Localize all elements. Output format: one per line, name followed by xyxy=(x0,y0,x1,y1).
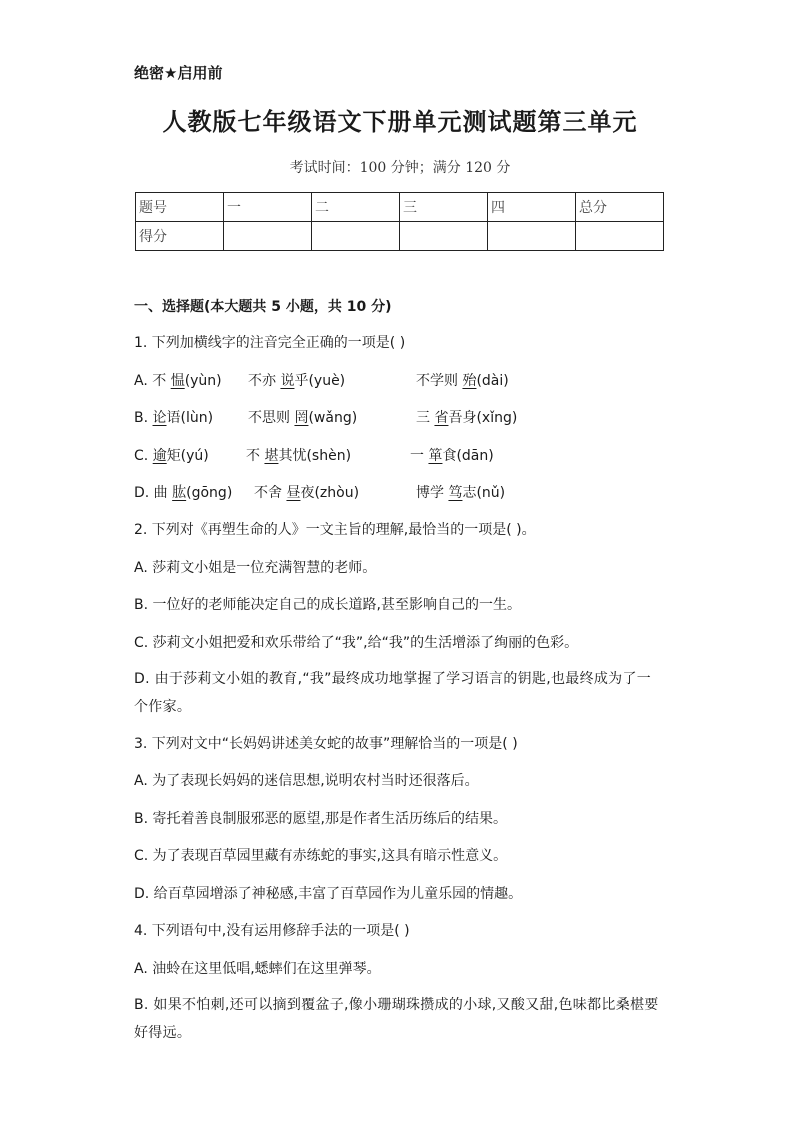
option-text: A. 不 xyxy=(134,373,171,389)
q1-option-a xyxy=(134,370,664,392)
pinyin: 语(lùn) xyxy=(166,410,214,426)
total-score-cell[interactable] xyxy=(576,222,664,251)
question-2-stem: 2. 下列对《再塑生命的人》一文主旨的理解,最恰当的一项是( )。 xyxy=(134,522,536,538)
table-cell: 四 xyxy=(488,193,576,222)
option-b-item-3 xyxy=(416,407,517,429)
option-a-item-3 xyxy=(416,370,509,392)
table-cell: 二 xyxy=(312,193,400,222)
pinyin: (dài) xyxy=(476,373,509,389)
underlined-char: 省 xyxy=(434,410,449,426)
page-title: 人教版七年级语文下册单元测试题第三单元 xyxy=(162,108,638,136)
option-text: 三 xyxy=(416,410,435,426)
option-d-item-2 xyxy=(254,482,359,504)
option-c-item-1 xyxy=(134,445,209,467)
q4-option-b: B. 如果不怕刺,还可以摘到覆盆子,像小珊瑚珠攒成的小球,又酸又甜,色味都比桑椹要好得远。 xyxy=(134,997,659,1041)
q1-option-b xyxy=(134,407,664,429)
pinyin: 矩(yú) xyxy=(166,448,209,464)
question-3-stem: 3. 下列对文中“长妈妈讲述美女蛇的故事”理解恰当的一项是( ) xyxy=(134,736,518,752)
option-text: B. xyxy=(134,410,153,426)
option-text: 不舍 xyxy=(254,485,287,501)
q2-option-c: C. 莎莉文小姐把爱和欢乐带给了“我”,给“我”的生活增添了绚丽的色彩。 xyxy=(134,635,579,651)
option-d-item-1 xyxy=(134,482,232,504)
q1-option-c xyxy=(134,445,664,467)
option-text: 不思则 xyxy=(248,410,295,426)
underlined-char: 罔 xyxy=(294,410,309,426)
question-4-stem: 4. 下列语句中,没有运用修辞手法的一项是( ) xyxy=(134,923,410,939)
question-1-stem: 1. 下列加横线字的注音完全正确的一项是( ) xyxy=(134,335,406,351)
table-cell: 一 xyxy=(224,193,312,222)
q2-option-b: B. 一位好的老师能决定自己的成长道路,甚至影响自己的一生。 xyxy=(134,597,521,613)
pinyin: (yùn) xyxy=(184,373,222,389)
underlined-char: 论 xyxy=(152,410,167,426)
exam-info: 考试时间：100 分钟；满分 120 分 xyxy=(289,160,511,176)
score-table-score-row xyxy=(136,222,664,251)
underlined-char: 堪 xyxy=(264,448,279,464)
option-text: C. xyxy=(134,448,153,464)
underlined-char: 逾 xyxy=(152,448,167,464)
pinyin: 志(nǔ) xyxy=(462,485,506,501)
pinyin: (gōng) xyxy=(186,485,233,501)
option-c-item-3 xyxy=(410,445,494,467)
pinyin: 夜(zhòu) xyxy=(300,485,360,501)
option-text: 一 xyxy=(410,448,429,464)
option-d-item-3 xyxy=(416,482,505,504)
score-cell[interactable] xyxy=(488,222,576,251)
option-b-item-2 xyxy=(248,407,357,429)
section-heading: 一、选择题(本大题共 5 小题，共 10 分) xyxy=(134,299,392,315)
score-cell[interactable] xyxy=(312,222,400,251)
option-b-item-1 xyxy=(134,407,213,429)
q2-option-a: A. 莎莉文小姐是一位充满智慧的老师。 xyxy=(134,560,377,576)
option-a-item-1 xyxy=(134,370,222,392)
q3-option-b: B. 寄托着善良制服邪恶的愿望,那是作者生活历练后的结果。 xyxy=(134,811,507,827)
score-table xyxy=(135,192,664,251)
table-cell: 得分 xyxy=(136,222,224,251)
secret-label: 绝密★启用前 xyxy=(134,64,223,82)
q2-option-d: D. 由于莎莉文小姐的教育,“我”最终成功地掌握了学习语言的钥匙,也最终成为了一个作家。 xyxy=(134,671,652,715)
pinyin: 吾身(xǐng) xyxy=(448,410,518,426)
pinyin: 其忧(shèn) xyxy=(278,448,352,464)
table-cell: 总分 xyxy=(576,193,664,222)
option-c-item-2 xyxy=(246,445,351,467)
score-cell[interactable] xyxy=(224,222,312,251)
score-table-header-row xyxy=(136,193,664,222)
q4-option-a: A. 油蛉在这里低唱,蟋蟀们在这里弹琴。 xyxy=(134,961,381,977)
option-text: 不亦 xyxy=(248,373,281,389)
option-text: 不 xyxy=(246,448,265,464)
underlined-char: 愠 xyxy=(170,373,185,389)
pinyin: 食(dān) xyxy=(442,448,494,464)
table-cell: 题号 xyxy=(136,193,224,222)
underlined-char: 箪 xyxy=(428,448,443,464)
q1-option-d xyxy=(134,482,664,504)
underlined-char: 殆 xyxy=(462,373,477,389)
option-text: D. 曲 xyxy=(134,485,173,501)
q3-option-c: C. 为了表现百草园里藏有赤练蛇的事实,这具有暗示性意义。 xyxy=(134,848,508,864)
score-cell[interactable] xyxy=(400,222,488,251)
underlined-char: 昼 xyxy=(286,485,301,501)
q3-option-d: D. 给百草园增添了神秘感,丰富了百草园作为儿童乐园的情趣。 xyxy=(134,886,523,902)
underlined-char: 说 xyxy=(280,373,295,389)
q3-option-a: A. 为了表现长妈妈的迷信思想,说明农村当时还很落后。 xyxy=(134,773,479,789)
pinyin: 乎(yuè) xyxy=(294,373,346,389)
option-a-item-2 xyxy=(248,370,345,392)
table-cell: 三 xyxy=(400,193,488,222)
option-text: 博学 xyxy=(416,485,449,501)
underlined-char: 笃 xyxy=(448,485,463,501)
underlined-char: 肱 xyxy=(172,485,187,501)
option-text: 不学则 xyxy=(416,373,463,389)
pinyin: (wǎng) xyxy=(308,410,358,426)
